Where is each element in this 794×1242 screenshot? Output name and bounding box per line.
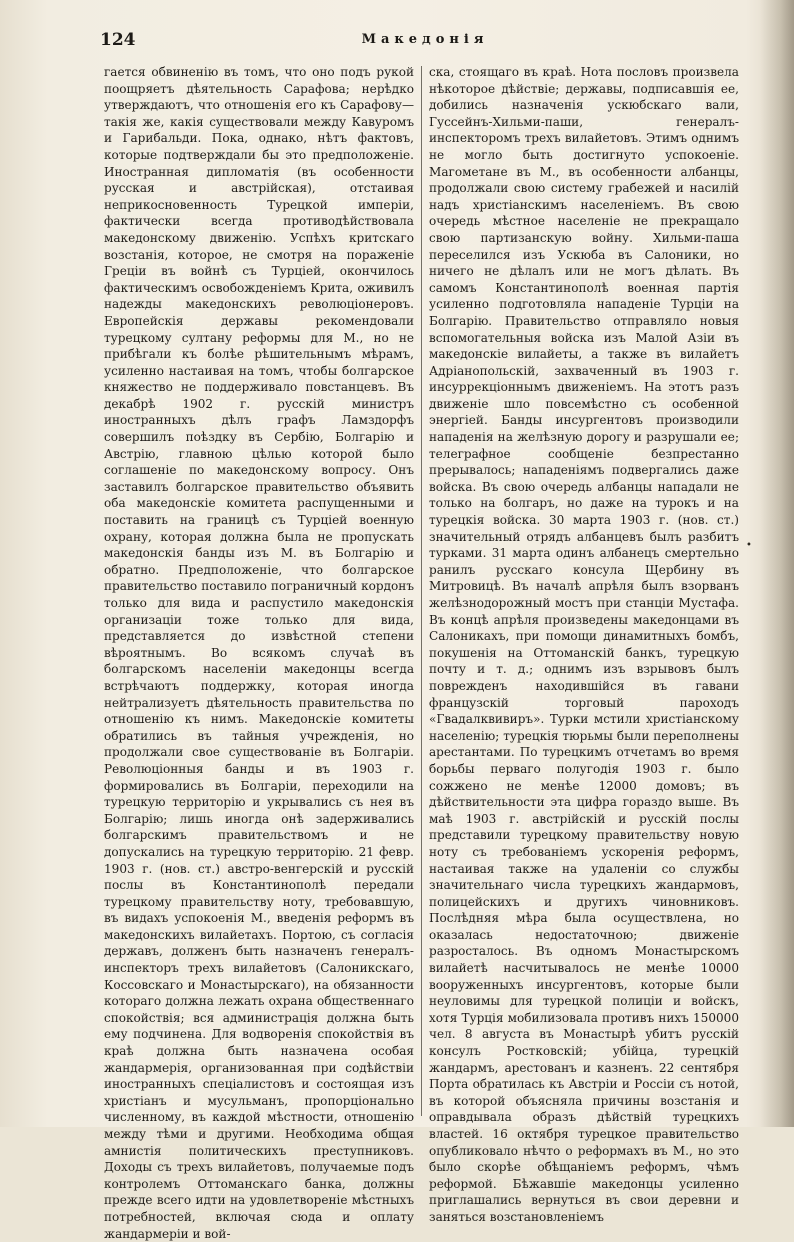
page-binding-shadow xyxy=(760,0,794,1127)
right-column xyxy=(429,64,739,1224)
page-header xyxy=(100,30,750,56)
page-number: 124 xyxy=(100,30,136,50)
margin-dot-mark: • xyxy=(746,540,752,551)
column-divider xyxy=(421,66,422,1116)
left-column xyxy=(104,64,414,1241)
right-column-text: ска, стоящаго въ краѣ. Нота пословъ произвела нѣкоторое дѣйствіе; державы, подписавшія ее, добились назначенія ускюбскаго вали, Гуссейнъ-Хильми-паши, генералъ-инспекторомъ трехъ вилайетовъ. Этимъ однимъ не могло быть достигнуто успокоеніе. Магометане въ М., въ особенности албанцы, продолжали свою систему грабежей и насилій надъ христіанскимъ населеніемъ. Въ свою очередь мѣстное населеніе не прекращало свою партизанскую войну. Хильми-паша переселился изъ Ускюба въ Салоники, но ничего не дѣлалъ или не могъ дѣлать. Въ самомъ Константинополѣ военная партія усиленно подготовляла нападеніе Турціи на Болгарію. Правительство отправляло новыя вспомогательныя войска изъ Малой Азіи въ македонскіе вилайеты, а также въ вилайетъ Адріанопольскій, захваченный въ 1903 г. инсуррекціоннымъ движеніемъ. На этотъ разъ движеніе шло повсемѣстно съ особенной энергіей. Банды инсургентовъ производили нападенія на желѣзную дорогу и разрушали ее; телеграфное сообщеніе безпрестанно прерывалось; нападеніямъ подвергались даже войска. Въ свою очередь албанцы нападали не только на болгаръ, но даже на турокъ и на турецкія войска. 30 марта 1903 г. (нов. ст.) значительный отрядъ албанцевъ былъ разбитъ турками. 31 марта одинъ албанецъ смертельно ранилъ русскаго консула Щербину въ Митровицѣ. Въ началѣ апрѣля былъ взорванъ желѣзнодорожный мостъ при станціи Мустафа. Въ концѣ апрѣля произведены македонцами въ Салоникахъ, при помощи динамитныхъ бомбъ, покушенія на Оттоманскій банкъ, турецкую почту и т. д.; однимъ изъ взрывовъ былъ поврежденъ находившійся въ гавани французскій торговый пароходъ «Гвадалквивиръ». Турки мстили христіанскому населенію; турецкія тюрьмы были переполнены арестантами. По турецкимъ отчетамъ во время борьбы перваго полугодія 1903 г. было сожжено не менѣе 12000 домовъ; въ дѣйствительности эта цифра гораздо выше. Въ маѣ 1903 г. австрійскій и русскій послы представили турецкому правительству новую ноту съ требованіемъ ускоренія реформъ, настаивая также на удаленіи со службы значительнаго числа турецкихъ жандармовъ, полицейскихъ и другихъ чиновниковъ. Послѣдняя мѣра была осуществлена, но оказалась недостаточною; движеніе разросталось. Въ одномъ Монастырскомъ вилайетѣ насчитывалось не менѣе 10000 вооруженныхъ инсургентовъ, которые были неуловимы для турецкой полиціи и войскъ, хотя Турція мобилизовала противъ нихъ 150000 чел. 8 августа въ Монастырѣ убитъ русскій консулъ Ростковскій; убійца, турецкій жандармъ, арестованъ и казненъ. 22 сентября Порта обратилась къ Австріи и Россіи съ нотой, въ которой объясняла причины возстанія и оправдывала образъ дѣйствій турецкихъ властей. 16 октября турецкое правительство опубликовало нѣчто о реформахъ въ М., но это было скорѣе обѣщаніемъ реформъ, чѣмъ реформой. Бѣжавшіе македонцы усиленно приглашались вернуться въ свои деревни и заняться возстановленіемъ xyxy=(429,65,739,1224)
running-title: Македонія xyxy=(361,32,489,47)
left-column-text: гается обвиненію въ томъ, что оно подъ рукой поощряетъ дѣятельность Сарафова; нерѣдко утверждаютъ, что отношенія его къ Сарафову—такія же, какія существовали между Кавуромъ и Гарибальди. Пока, однако, нѣтъ фактовъ, которые подтверждали бы это предположеніе. Иностранная дипломатія (въ особенности русская и австрійская), отстаивая неприкосновенность Турецкой имперіи, фактически всегда противодѣйствовала македонскому движенію. Успѣхъ критскаго возстанія, которое, не смотря на пораженіе Греціи въ войнѣ съ Турціей, окончилось фактическимъ освобожденіемъ Крита, оживилъ надежды македонскихъ революціонеровъ. Европейскія державы рекомендовали турецкому султану реформы для М., но не прибѣгали къ болѣе рѣшительнымъ мѣрамъ, усиленно настаивая на томъ, чтобы болгарское княжество не поддерживало повстанцевъ. Въ декабрѣ 1902 г. русскій министръ иностранныхъ дѣлъ графъ Ламздорфъ совершилъ поѣздку въ Сербію, Болгарію и Австрію, главною цѣлью которой было соглашеніе по македонскому вопросу. Онъ заставилъ болгарское правительство объявить оба македонскіе комитета распущенными и поставить на границѣ съ Турціей военную охрану, которая должна была не пропускать македонскія банды изъ М. въ Болгарію и обратно. Предположеніе, что болгарское правительство поставило пограничный кордонъ только для вида и распустило македонскія организаціи тоже только для вида, представляется до извѣстной степени вѣроятнымъ. Во всякомъ случаѣ въ болгарскомъ населеніи македонцы всегда встрѣчаютъ поддержку, которая иногда нейтрализуетъ дѣятельность правительства по отношенію къ нимъ. Македонскіе комитеты обратились въ тайныя учрежденія, но продолжали свое существованіе въ Болгаріи. Революціонныя банды и въ 1903 г. формировались въ Болгаріи, переходили на турецкую территорію и укрывались съ нея въ Болгарію; лишь иногда онѣ задерживались болгарскимъ правительствомъ и не допускались на турецкую территорію. 21 февр. 1903 г. (нов. ст.) австро-венгерскій и русскій послы въ Константинополѣ передали турецкому правительству ноту, требовавшую, въ видахъ успокоенія М., введенія реформъ въ македонскихъ вилайетахъ. Портою, съ согласія державъ, долженъ быть назначенъ генералъ-инспекторъ трехъ вилайетовъ (Салоникскаго, Коссовскаго и Монастырскаго), на обязанности котораго должна лежать охрана общественнаго спокойствія; вся администрація должна быть ему подчинена. Для водворенія спокойствія въ краѣ должна быть назначена особая жандармерія, организованная при содѣйствіи иностранныхъ спеціалистовъ и состоящая изъ христіанъ и мусульманъ, пропорціонально численному, въ каждой мѣстности, отношенію между тѣми и другими. Необходима общая амнистія политическихъ преступниковъ. Доходы съ трехъ вилайетовъ, получаемые подъ контролемъ Оттоманскаго банка, должны прежде всего идти на удовлетвореніе мѣстныхъ потребностей, включая сюда и оплату жандармеріи и вой- xyxy=(104,65,414,1241)
